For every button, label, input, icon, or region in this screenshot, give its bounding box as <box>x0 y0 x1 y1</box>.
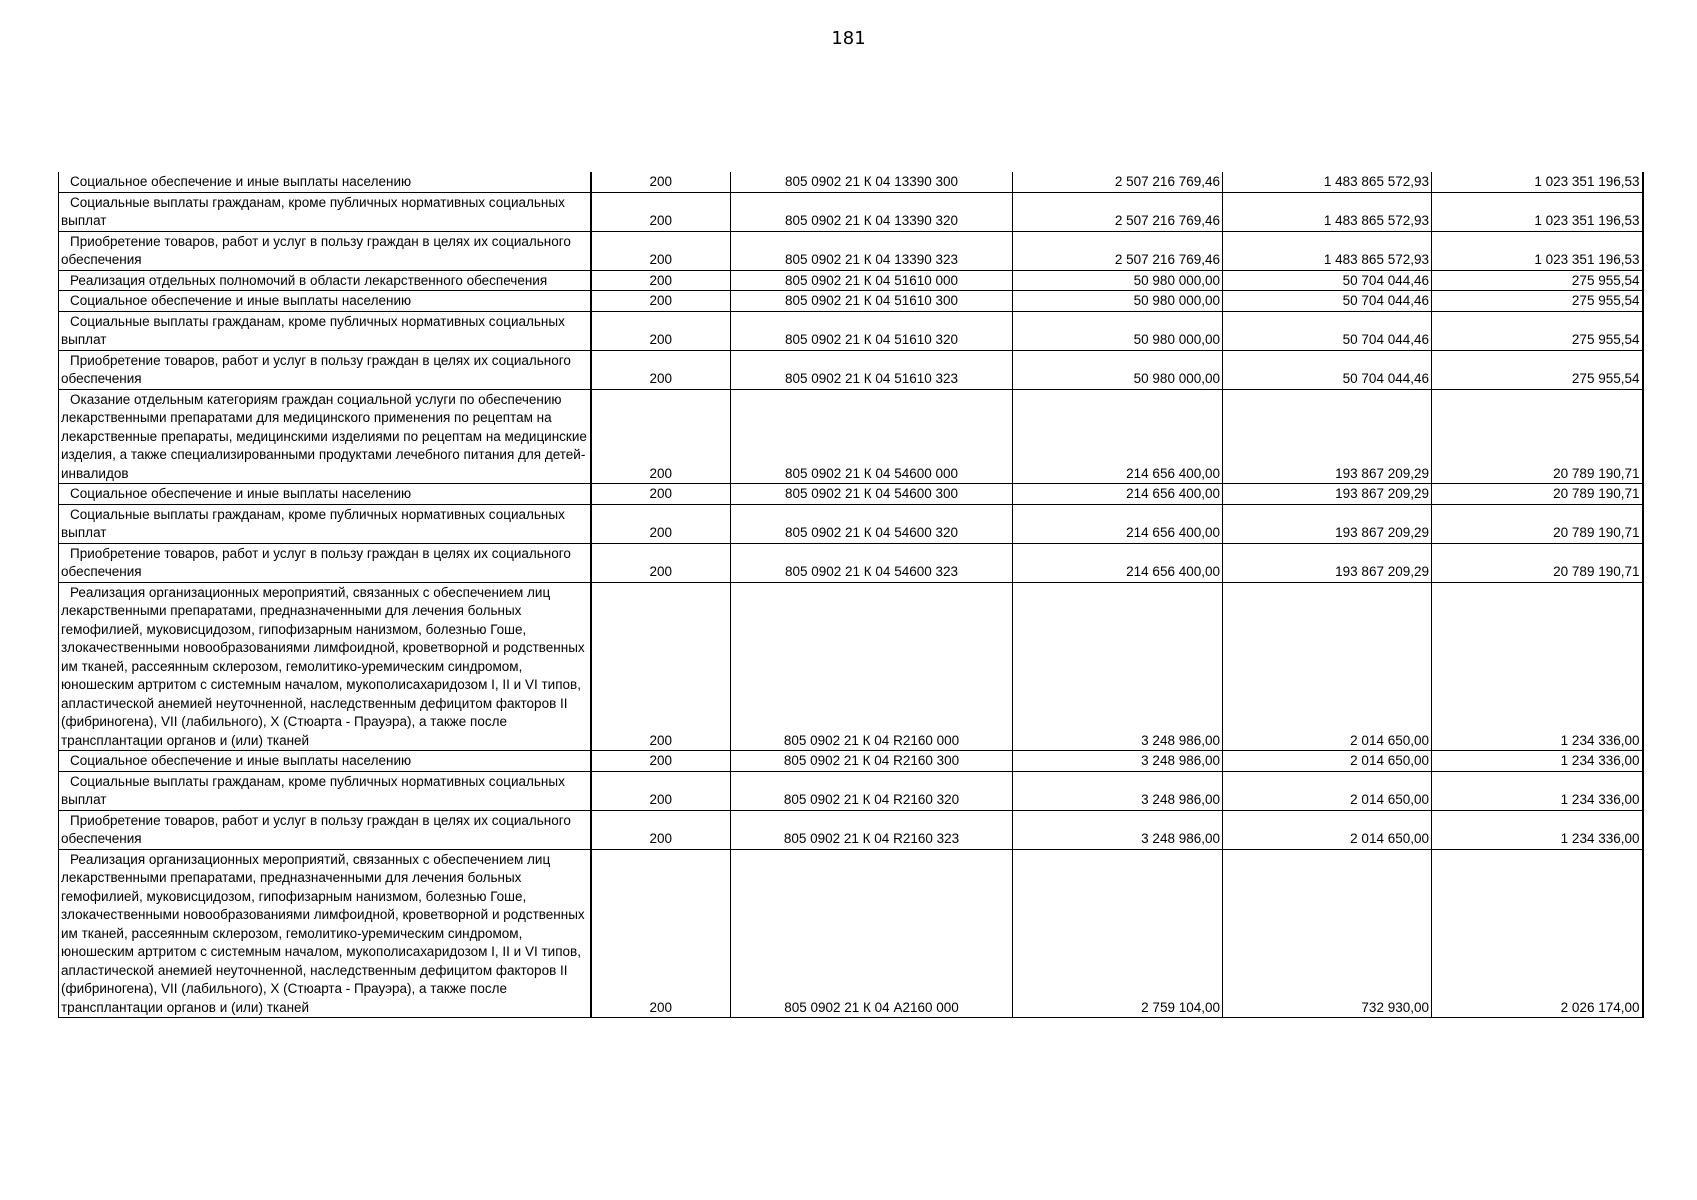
cell-approved-amount: 3 248 986,00 <box>1013 582 1223 751</box>
cell-approved-amount: 2 507 216 769,46 <box>1013 192 1223 231</box>
cell-executed-amount: 2 014 650,00 <box>1223 751 1432 772</box>
table-row <box>59 810 1643 849</box>
cell-name <box>59 350 591 389</box>
row-name-text: Реализация организационных мероприятий, связанных с обеспечением лиц лекарственными препаратами, предназначенными для лечения больных гемофилией, муковисцидозом, гипофизарным нанизмом, болезнью Гоше, злокачественными новообразованиями лимфоидной, кроветворной и родственных им тканей, рассеянным склерозом, гемолитико-уремическим синдромом, юношеским артритом с системным началом, мукополисахаридозом I, II и VI типов, апластической анемией неуточненной, наследственным дефицитом факторов II (фибриногена), VII (лабильного), X (Стюарта - Прауэра), а также после трансплантации органов и (или) тканей <box>61 851 585 1015</box>
cell-classification-code: 805 0902 21 К 04 R2160 323 <box>731 810 1013 849</box>
cell-admin-code: 200 <box>591 810 731 849</box>
cell-unexecuted-amount: 1 234 336,00 <box>1432 751 1643 772</box>
cell-admin-code: 200 <box>591 291 731 312</box>
cell-unexecuted-amount: 20 789 190,71 <box>1432 504 1643 543</box>
cell-admin-code: 200 <box>591 849 731 1018</box>
row-name-text: Социальные выплаты гражданам, кроме публичных нормативных социальных выплат <box>61 194 565 228</box>
cell-unexecuted-amount: 1 234 336,00 <box>1432 771 1643 810</box>
cell-executed-amount: 50 704 044,46 <box>1223 350 1432 389</box>
cell-name <box>59 543 591 582</box>
cell-approved-amount: 3 248 986,00 <box>1013 771 1223 810</box>
cell-name <box>59 751 591 772</box>
cell-admin-code: 200 <box>591 751 731 772</box>
cell-classification-code: 805 0902 21 К 04 R2160 300 <box>731 751 1013 772</box>
cell-executed-amount: 2 014 650,00 <box>1223 810 1432 849</box>
cell-unexecuted-amount: 20 789 190,71 <box>1432 543 1643 582</box>
cell-executed-amount: 193 867 209,29 <box>1223 389 1432 484</box>
table-row <box>59 582 1643 751</box>
cell-approved-amount: 214 656 400,00 <box>1013 389 1223 484</box>
cell-unexecuted-amount: 20 789 190,71 <box>1432 389 1643 484</box>
cell-unexecuted-amount: 2 026 174,00 <box>1432 849 1643 1018</box>
cell-classification-code: 805 0902 21 К 04 54600 300 <box>731 484 1013 505</box>
cell-approved-amount: 214 656 400,00 <box>1013 543 1223 582</box>
cell-name <box>59 172 591 192</box>
cell-classification-code: 805 0902 21 К 04 R2160 320 <box>731 771 1013 810</box>
table-row <box>59 751 1643 772</box>
table-row <box>59 543 1643 582</box>
cell-unexecuted-amount: 275 955,54 <box>1432 311 1643 350</box>
cell-name <box>59 484 591 505</box>
cell-name <box>59 389 591 484</box>
table-row <box>59 389 1643 484</box>
cell-admin-code: 200 <box>591 350 731 389</box>
cell-approved-amount: 50 980 000,00 <box>1013 311 1223 350</box>
cell-unexecuted-amount: 1 023 351 196,53 <box>1432 192 1643 231</box>
row-name-text: Приобретение товаров, работ и услуг в пользу граждан в целях их социального обеспечения <box>61 352 571 386</box>
cell-admin-code: 200 <box>591 231 731 270</box>
cell-name <box>59 771 591 810</box>
row-name-text: Приобретение товаров, работ и услуг в пользу граждан в целях их социального обеспечения <box>61 233 571 267</box>
cell-admin-code: 200 <box>591 582 731 751</box>
cell-admin-code: 200 <box>591 504 731 543</box>
cell-classification-code: 805 0902 21 К 04 13390 320 <box>731 192 1013 231</box>
cell-classification-code: 805 0902 21 К 04 13390 300 <box>731 172 1013 192</box>
cell-classification-code: 805 0902 21 К 04 A2160 000 <box>731 849 1013 1018</box>
row-name-text: Оказание отдельным категориям граждан социальной услуги по обеспечению лекарственными препаратами для медицинского применения по рецептам на лекарственные препараты, медицинскими изделиями по рецептам на медицинские изделия, а также специализированными продуктами лечебного питания для детей-инвалидов <box>61 391 587 481</box>
cell-admin-code: 200 <box>591 270 731 291</box>
cell-executed-amount: 2 014 650,00 <box>1223 771 1432 810</box>
row-name-text: Социальное обеспечение и иные выплаты населению <box>70 753 412 768</box>
row-name-text: Социальное обеспечение и иные выплаты населению <box>70 486 412 501</box>
cell-executed-amount: 1 483 865 572,93 <box>1223 192 1432 231</box>
table-body <box>59 172 1643 1018</box>
cell-admin-code: 200 <box>591 771 731 810</box>
cell-classification-code: 805 0902 21 К 04 54600 320 <box>731 504 1013 543</box>
table-row <box>59 291 1643 312</box>
cell-classification-code: 805 0902 21 К 04 51610 323 <box>731 350 1013 389</box>
table-row <box>59 504 1643 543</box>
table-row <box>59 849 1643 1018</box>
cell-executed-amount: 732 930,00 <box>1223 849 1432 1018</box>
row-name-text: Социальные выплаты гражданам, кроме публичных нормативных социальных выплат <box>61 313 565 347</box>
cell-approved-amount: 50 980 000,00 <box>1013 270 1223 291</box>
table-row <box>59 484 1643 505</box>
cell-unexecuted-amount: 1 234 336,00 <box>1432 582 1643 751</box>
cell-approved-amount: 2 507 216 769,46 <box>1013 172 1223 192</box>
cell-classification-code: 805 0902 21 К 04 54600 323 <box>731 543 1013 582</box>
cell-executed-amount: 193 867 209,29 <box>1223 504 1432 543</box>
cell-name <box>59 849 591 1018</box>
budget-table <box>58 172 1644 1018</box>
cell-name <box>59 291 591 312</box>
cell-unexecuted-amount: 1 023 351 196,53 <box>1432 172 1643 192</box>
cell-name <box>59 582 591 751</box>
cell-name <box>59 270 591 291</box>
table-row <box>59 771 1643 810</box>
cell-approved-amount: 214 656 400,00 <box>1013 484 1223 505</box>
cell-name <box>59 504 591 543</box>
cell-unexecuted-amount: 20 789 190,71 <box>1432 484 1643 505</box>
cell-executed-amount: 2 014 650,00 <box>1223 582 1432 751</box>
cell-executed-amount: 1 483 865 572,93 <box>1223 172 1432 192</box>
cell-approved-amount: 3 248 986,00 <box>1013 751 1223 772</box>
cell-classification-code: 805 0902 21 К 04 51610 300 <box>731 291 1013 312</box>
cell-executed-amount: 50 704 044,46 <box>1223 291 1432 312</box>
cell-unexecuted-amount: 1 234 336,00 <box>1432 810 1643 849</box>
row-name-text: Приобретение товаров, работ и услуг в пользу граждан в целях их социального обеспечения <box>61 812 571 846</box>
cell-admin-code: 200 <box>591 192 731 231</box>
cell-unexecuted-amount: 1 023 351 196,53 <box>1432 231 1643 270</box>
cell-unexecuted-amount: 275 955,54 <box>1432 270 1643 291</box>
row-name-text: Социальное обеспечение и иные выплаты населению <box>70 174 412 189</box>
cell-name <box>59 231 591 270</box>
table-row <box>59 350 1643 389</box>
row-name-text: Социальные выплаты гражданам, кроме публичных нормативных социальных выплат <box>61 773 565 807</box>
cell-admin-code: 200 <box>591 172 731 192</box>
cell-classification-code: 805 0902 21 К 04 R2160 000 <box>731 582 1013 751</box>
row-name-text: Реализация организационных мероприятий, связанных с обеспечением лиц лекарственными препаратами, предназначенными для лечения больных гемофилией, муковисцидозом, гипофизарным нанизмом, болезнью Гоше, злокачественными новообразованиями лимфоидной, кроветворной и родственных им тканей, рассеянным склерозом, гемолитико-уремическим синдромом, юношеским артритом с системным началом, мукополисахаридозом I, II и VI типов, апластической анемией неуточненной, наследственным дефицитом факторов II (фибриногена), VII (лабильного), X (Стюарта - Прауэра), а также после трансплантации органов и (или) тканей <box>61 584 585 748</box>
cell-classification-code: 805 0902 21 К 04 13390 323 <box>731 231 1013 270</box>
cell-executed-amount: 50 704 044,46 <box>1223 311 1432 350</box>
cell-classification-code: 805 0902 21 К 04 51610 320 <box>731 311 1013 350</box>
cell-admin-code: 200 <box>591 311 731 350</box>
table-row <box>59 172 1643 192</box>
cell-executed-amount: 50 704 044,46 <box>1223 270 1432 291</box>
cell-name <box>59 810 591 849</box>
cell-approved-amount: 3 248 986,00 <box>1013 810 1223 849</box>
cell-unexecuted-amount: 275 955,54 <box>1432 291 1643 312</box>
cell-classification-code: 805 0902 21 К 04 51610 000 <box>731 270 1013 291</box>
cell-admin-code: 200 <box>591 484 731 505</box>
row-name-text: Реализация отдельных полномочий в области лекарственного обеспечения <box>70 272 548 288</box>
cell-approved-amount: 214 656 400,00 <box>1013 504 1223 543</box>
cell-admin-code: 200 <box>591 543 731 582</box>
cell-executed-amount: 193 867 209,29 <box>1223 484 1432 505</box>
row-name-text: Приобретение товаров, работ и услуг в пользу граждан в целях их социального обеспечения <box>61 545 571 579</box>
cell-admin-code: 200 <box>591 389 731 484</box>
table-row <box>59 270 1643 291</box>
cell-approved-amount: 2 507 216 769,46 <box>1013 231 1223 270</box>
cell-name <box>59 192 591 231</box>
cell-executed-amount: 193 867 209,29 <box>1223 543 1432 582</box>
cell-approved-amount: 50 980 000,00 <box>1013 291 1223 312</box>
row-name-text: Социальные выплаты гражданам, кроме публичных нормативных социальных выплат <box>61 506 565 540</box>
table-row <box>59 231 1643 270</box>
cell-classification-code: 805 0902 21 К 04 54600 000 <box>731 389 1013 484</box>
cell-approved-amount: 50 980 000,00 <box>1013 350 1223 389</box>
table-row <box>59 192 1643 231</box>
cell-executed-amount: 1 483 865 572,93 <box>1223 231 1432 270</box>
row-name-text: Социальное обеспечение и иные выплаты населению <box>70 293 412 308</box>
cell-approved-amount: 2 759 104,00 <box>1013 849 1223 1018</box>
cell-name <box>59 311 591 350</box>
page-number: 181 <box>831 28 866 49</box>
cell-unexecuted-amount: 275 955,54 <box>1432 350 1643 389</box>
table-row <box>59 311 1643 350</box>
